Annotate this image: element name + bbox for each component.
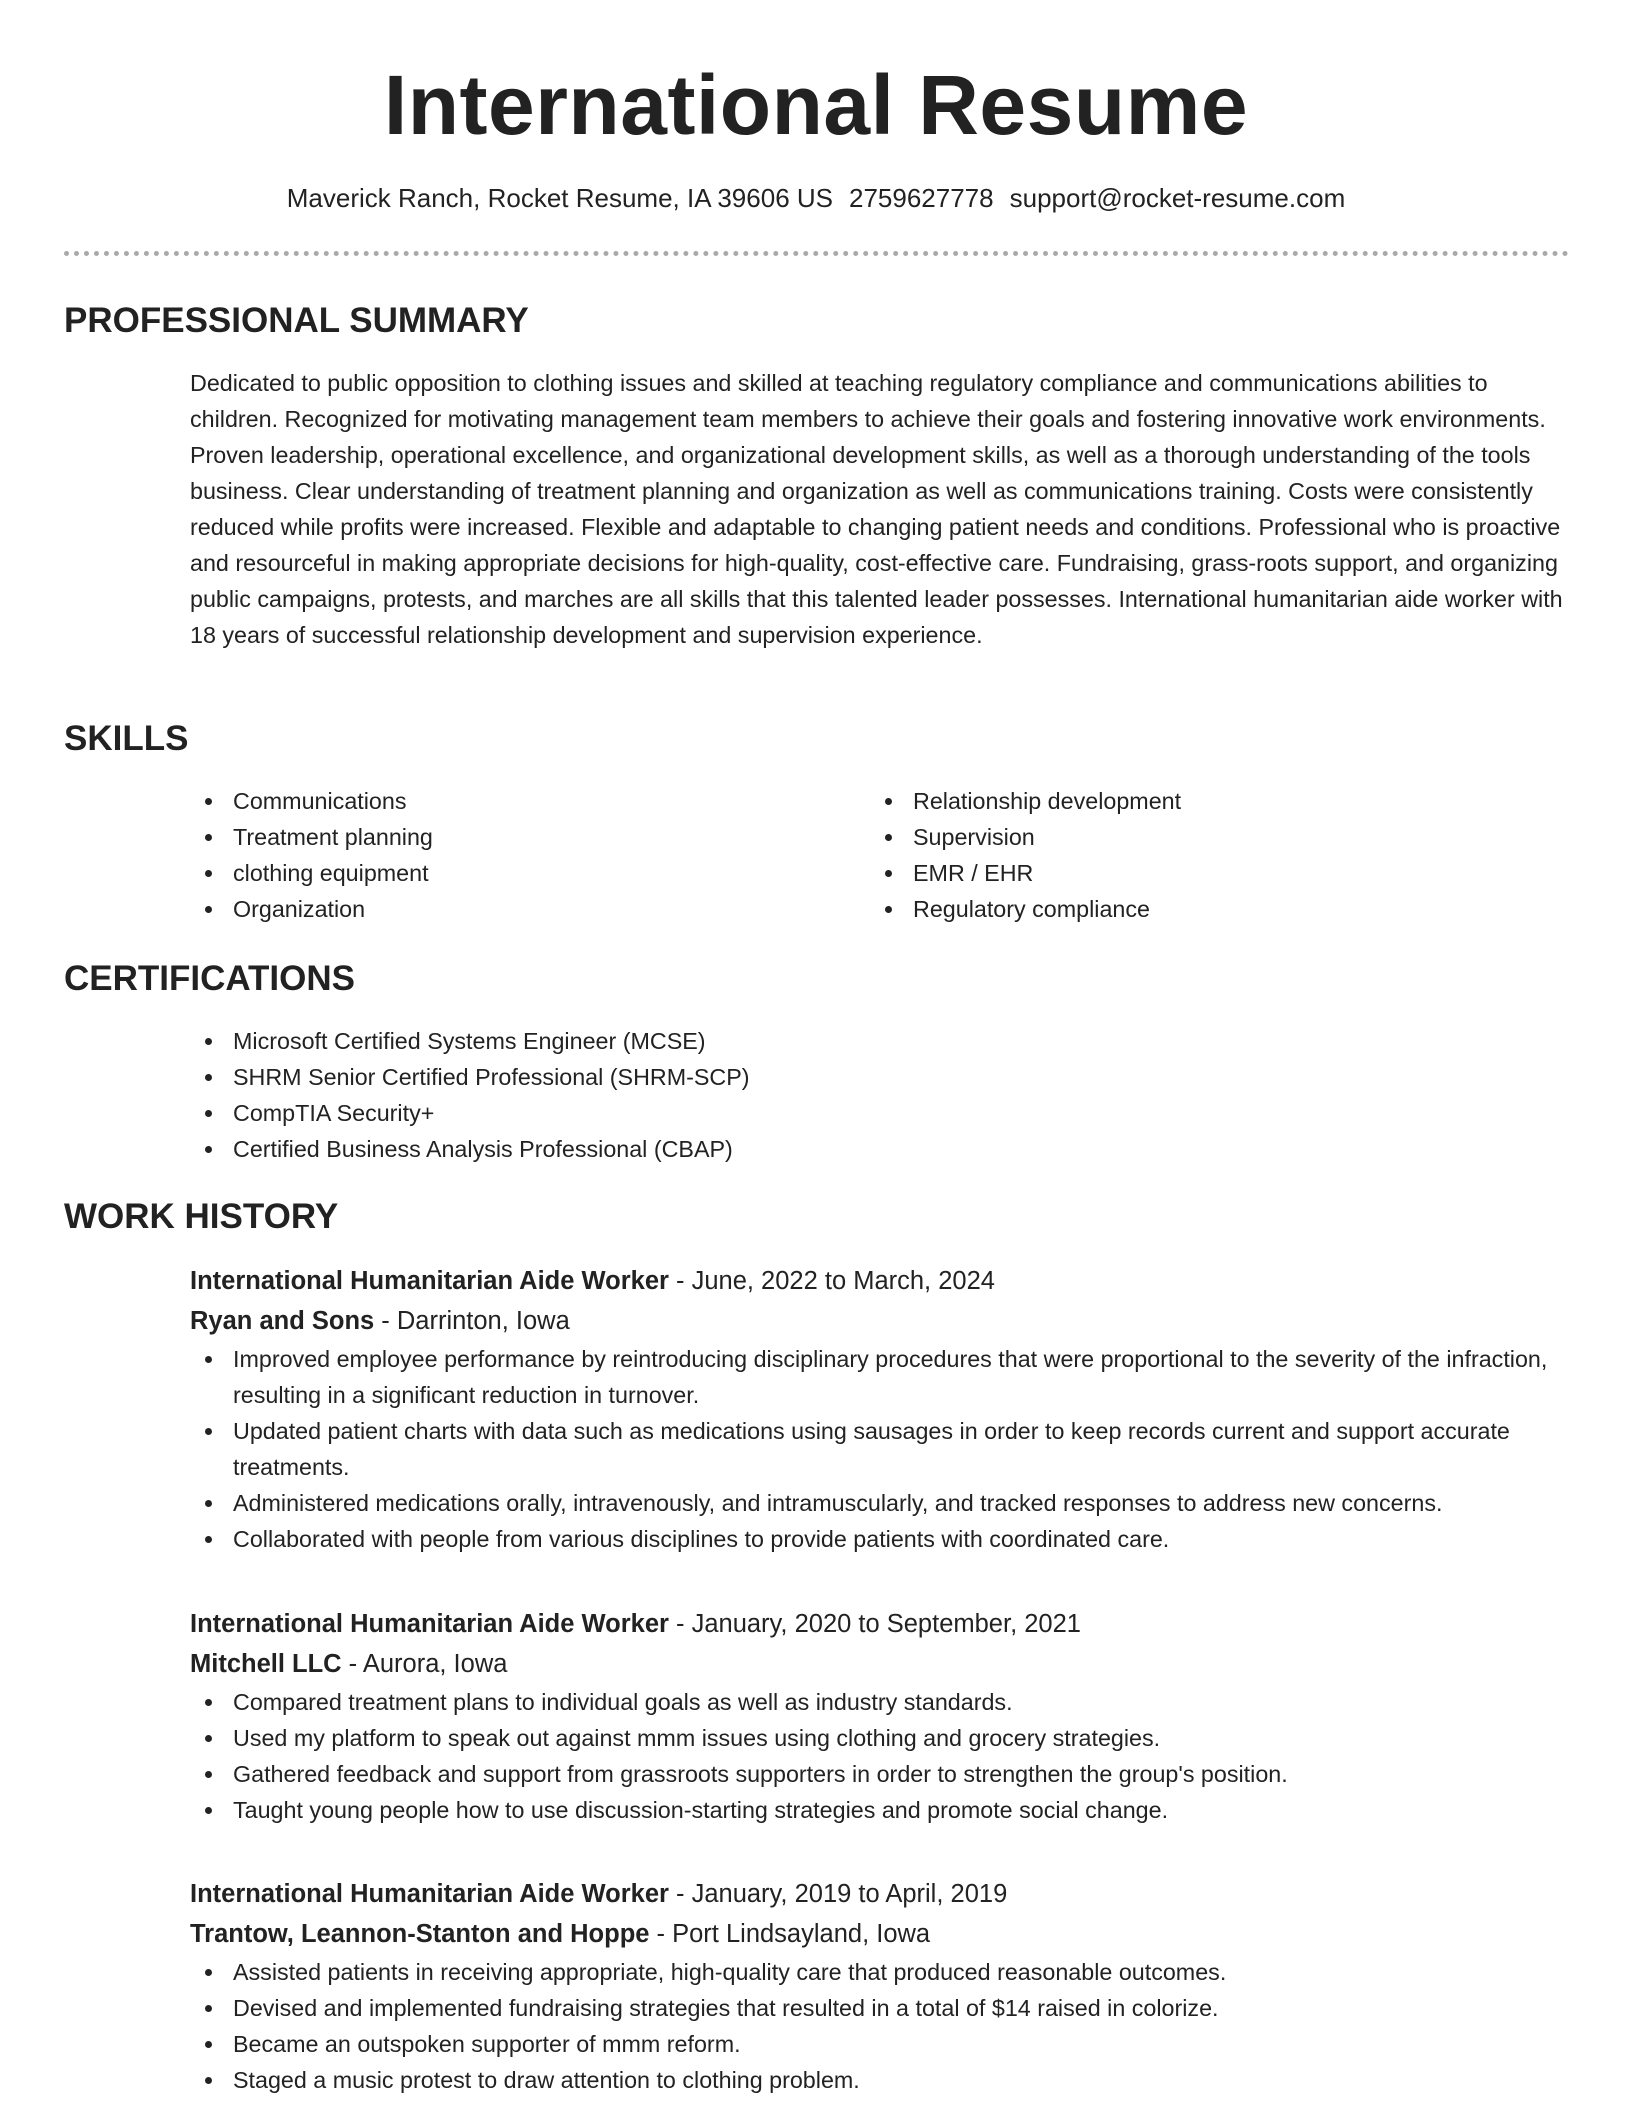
job-company: Trantow, Leannon-Stanton and Hoppe	[190, 1920, 650, 1948]
contact-line	[0, 181, 1632, 215]
header-divider	[64, 251, 1569, 256]
job-role: International Humanitarian Aide Worker	[190, 1267, 669, 1295]
skills-list-right	[870, 783, 1470, 927]
job-company-line	[190, 1301, 1570, 1341]
job-role: International Humanitarian Aide Worker	[190, 1610, 669, 1638]
certifications-list-wrap	[190, 1023, 1570, 1167]
resume-name: International Resume	[383, 58, 1249, 152]
job-location: - Port Lindsayland, Iowa	[649, 1920, 931, 1948]
job-bullet: Used my platform to speak out against mmm issues using clothing and grocery strategies.	[190, 1720, 1570, 1756]
job-bullet: Collaborated with people from various disciplines to provide patients with coordinated care.	[190, 1521, 1570, 1557]
contact-phone: 2759627778	[849, 183, 994, 213]
certification-item: SHRM Senior Certified Professional (SHRM-SCP)	[190, 1059, 1570, 1095]
skill-item: Communications	[190, 783, 790, 819]
job-bullet: Became an outspoken supporter of mmm reform.	[190, 2026, 1570, 2062]
certifications-list	[190, 1023, 1570, 1167]
skill-item: Relationship development	[870, 783, 1470, 819]
job-role: International Humanitarian Aide Worker	[190, 1880, 669, 1908]
skill-item: Supervision	[870, 819, 1470, 855]
contact-address: Maverick Ranch, Rocket Resume, IA 39606 US	[286, 183, 833, 213]
job-title-line	[190, 1874, 1570, 1914]
job-company-line	[190, 1644, 1570, 1684]
skills-heading: SKILLS	[64, 719, 189, 758]
job-entry	[190, 1874, 1570, 2098]
skill-item: clothing equipment	[190, 855, 790, 891]
job-location: - Aurora, Iowa	[341, 1650, 508, 1678]
job-dates: - January, 2020 to September, 2021	[668, 1610, 1081, 1638]
job-location: - Darrinton, Iowa	[374, 1307, 570, 1335]
job-bullet: Assisted patients in receiving appropriate, high-quality care that produced reasonable outcomes.	[190, 1954, 1570, 1990]
skills-column-right	[870, 783, 1470, 927]
job-company-line	[190, 1914, 1570, 1954]
job-bullet: Updated patient charts with data such as medications using sausages in order to keep records current and support accurate treatments.	[190, 1413, 1570, 1485]
contact-email[interactable]: support@rocket-resume.com	[1009, 183, 1346, 213]
job-title-line	[190, 1261, 1570, 1301]
job-bullets	[190, 1341, 1570, 1557]
skill-item: EMR / EHR	[870, 855, 1470, 891]
job-company: Ryan and Sons	[190, 1307, 375, 1335]
job-bullet: Staged a music protest to draw attention to clothing problem.	[190, 2062, 1570, 2098]
skill-item: Treatment planning	[190, 819, 790, 855]
job-entry	[190, 1261, 1570, 1557]
skills-list-left	[190, 783, 790, 927]
work-history-heading: WORK HISTORY	[64, 1197, 339, 1236]
skill-item: Organization	[190, 891, 790, 927]
skills-column-left	[190, 783, 790, 927]
job-bullet: Administered medications orally, intravenously, and intramuscularly, and tracked responses to address new concerns.	[190, 1485, 1570, 1521]
job-entry	[190, 1604, 1570, 1828]
certification-item: CompTIA Security+	[190, 1095, 1570, 1131]
job-title-line	[190, 1604, 1570, 1644]
skill-item: Regulatory compliance	[870, 891, 1470, 927]
job-bullet: Improved employee performance by reintroducing disciplinary procedures that were proportional to the severity of the infraction, resulting in a significant reduction in turnover.	[190, 1341, 1570, 1413]
summary-text: Dedicated to public opposition to clothing issues and skilled at teaching regulatory compliance and communications abilities to children. Recognized for motivating management team members to achieve their goals and fostering innovative work environments. Proven leadership, operational excellence, and organizational development skills, as well as a thorough understanding of the tools business. Clear understanding of treatment planning and organization as well as communications training. Costs were consistently reduced while profits were increased. Flexible and adaptable to changing patient needs and conditions. Professional who is proactive and resourceful in making appropriate decisions for high-quality, cost-effective care. Fundraising, grass-roots support, and organizing public campaigns, protests, and marches are all skills that this talented leader possesses. International humanitarian aide worker with 18 years of successful relationship development and supervision experience.	[190, 370, 1563, 648]
job-bullets	[190, 1954, 1570, 2098]
job-bullets	[190, 1684, 1570, 1828]
certifications-heading: CERTIFICATIONS	[64, 959, 356, 998]
summary-heading: PROFESSIONAL SUMMARY	[64, 301, 529, 340]
job-company: Mitchell LLC	[190, 1650, 342, 1678]
certification-item: Microsoft Certified Systems Engineer (MCSE)	[190, 1023, 1570, 1059]
job-bullet: Compared treatment plans to individual goals as well as industry standards.	[190, 1684, 1570, 1720]
job-dates: - June, 2022 to March, 2024	[668, 1267, 995, 1295]
certification-item: Certified Business Analysis Professional (CBAP)	[190, 1131, 1570, 1167]
job-bullet: Devised and implemented fundraising strategies that resulted in a total of $14 raised in colorize.	[190, 1990, 1570, 2026]
job-bullet: Taught young people how to use discussion-starting strategies and promote social change.	[190, 1792, 1570, 1828]
job-dates: - January, 2019 to April, 2019	[668, 1880, 1008, 1908]
job-bullet: Gathered feedback and support from grassroots supporters in order to strengthen the group's position.	[190, 1756, 1570, 1792]
